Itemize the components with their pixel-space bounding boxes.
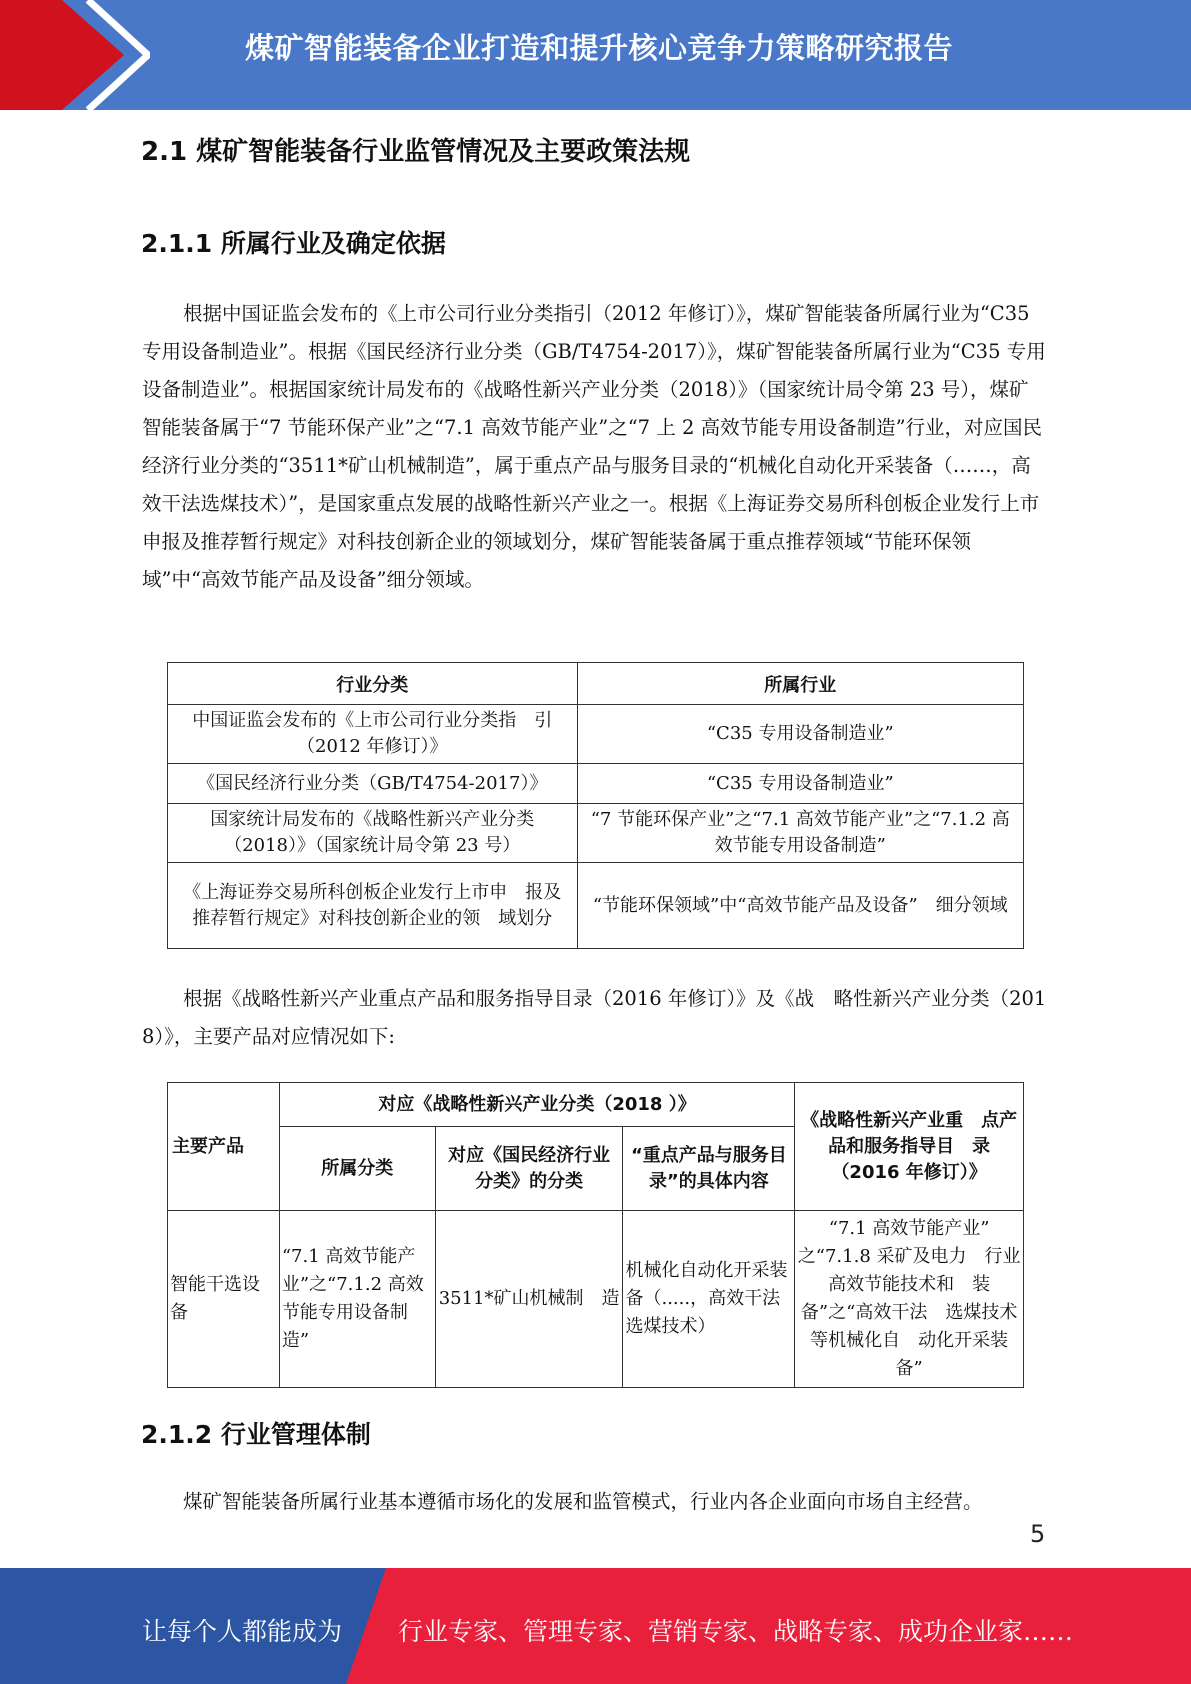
table-row <box>168 764 1024 804</box>
header-cell-content: “重点产品与服务目录”的具体内容 <box>623 1127 795 1211</box>
header-cell: 行业分类 <box>168 663 578 705</box>
page-number: 5 <box>1030 1520 1046 1548</box>
header-red-arrow-decoration <box>0 0 150 110</box>
section-heading: 2.1 煤矿智能装备行业监管情况及主要政策法规 <box>141 137 691 167</box>
product-mapping-table <box>167 1082 1024 1388</box>
subsection-heading-1: 2.1.1 所属行业及确定依据 <box>141 229 446 258</box>
footer-slogan-right: 行业专家、管理专家、营销专家、战略专家、成功企业家…… <box>398 1617 1074 1646</box>
table-cell-national: 3511*矿山机械制 造 <box>435 1211 623 1388</box>
industry-classification-table <box>167 662 1024 949</box>
header-cell-national: 对应《国民经济行业分类》的分类 <box>435 1127 623 1211</box>
paragraph-product-mapping: 根据《战略性新兴产业重点产品和服务指导目录（2016 年修订）》及《战 略性新兴产业分类（2018）》，主要产品对应情况如下: <box>142 987 1047 1048</box>
table-cell-content: 机械化自动化开采装备（.....，高效干法选煤技术） <box>623 1211 795 1388</box>
page-footer <box>0 1568 1191 1684</box>
table-cell-catalog: “7.1 高效节能产业” 之“7.1.8 采矿及电力 行业高效节能技术和 装备”之“高效干法 选煤技术等机械化自 动化开采装备” <box>795 1211 1024 1388</box>
table-cell: 《上海证券交易所科创板企业发行上市申 报及推荐暂行规定》对科技创新企业的领 域划分 <box>168 863 578 949</box>
table-row <box>168 1211 1024 1388</box>
header-cell-category: 所属分类 <box>279 1127 435 1211</box>
header-cell-catalog: 《战略性新兴产业重 点产品和服务指导目 录（2016 年修订）》 <box>795 1083 1024 1211</box>
table-row <box>168 804 1024 863</box>
table-row <box>168 863 1024 949</box>
header-cell-group: 对应《战略性新兴产业分类（2018 ）》 <box>279 1083 794 1127</box>
table-cell: “C35 专用设备制造业” <box>577 705 1023 764</box>
table-cell: “7 节能环保产业”之“7.1 高效节能产业”之“7.1.2 高效节能专用设备制造” <box>577 804 1023 863</box>
table-header-row <box>168 1083 1024 1127</box>
header-cell-product: 主要产品 <box>168 1083 280 1211</box>
table-cell: “节能环保领域”中“高效节能产品及设备” 细分领域 <box>577 863 1023 949</box>
report-title: 煤矿智能装备企业打造和提升核心竞争力策略研究报告 <box>245 31 954 65</box>
footer-slogan-left: 让每个人都能成为 <box>142 1617 343 1646</box>
table-header-row <box>168 663 1024 705</box>
page-header <box>0 0 1191 110</box>
table-cell: 《国民经济行业分类（GB/T4754-2017）》 <box>168 764 578 804</box>
subsection-heading-2: 2.1.2 行业管理体制 <box>141 1420 371 1449</box>
header-cell: 所属行业 <box>577 663 1023 705</box>
table-row <box>168 705 1024 764</box>
table-cell: 中国证监会发布的《上市公司行业分类指 引（2012 年修订）》 <box>168 705 578 764</box>
table-cell-product: 智能干选设备 <box>168 1211 280 1388</box>
paragraph-management-system: 煤矿智能装备所属行业基本遵循市场化的发展和监管模式，行业内各企业面向市场自主经营。 <box>183 1490 983 1513</box>
paragraph-industry-basis: 根据中国证监会发布的《上市公司行业分类指引（2012 年修订）》，煤矿智能装备所属行业为“C35 专用设备制造业”。根据《国民经济行业分类（GB/T4754-2017）》，煤矿智能装备所属行业为“C35 专用设备制造业”。根据国家统计局发布的《战略性新兴产业分类（2018）》（国家统计局令第 23 号），煤矿智能装备属于“7 节能环保产业”之“7.1 高效节能产业”之“7 上 2 高效节能专用设备制造”行业，对应国民经济行业分类的“3511*矿山机械制造”，属于重点产品与服务目录的“机械化自动化开采装备（……，高效干法选煤技术）”，是国家重点发展的战略性新兴产业之一。根据《上海证券交易所科创板企业发行上市申报及推荐暂行规定》对科技创新企业的领域划分，煤矿智能装备属于重点推荐领域“节能环保领域”中“高效节能产品及设备”细分领域。 <box>142 302 1046 591</box>
table-cell-category: “7.1 高效节能产业”之“7.1.2 高效节能专用设备制造” <box>279 1211 435 1388</box>
table-cell: “C35 专用设备制造业” <box>577 764 1023 804</box>
table-cell: 国家统计局发布的《战略性新兴产业分类（2018）》（国家统计局令第 23 号） <box>168 804 578 863</box>
